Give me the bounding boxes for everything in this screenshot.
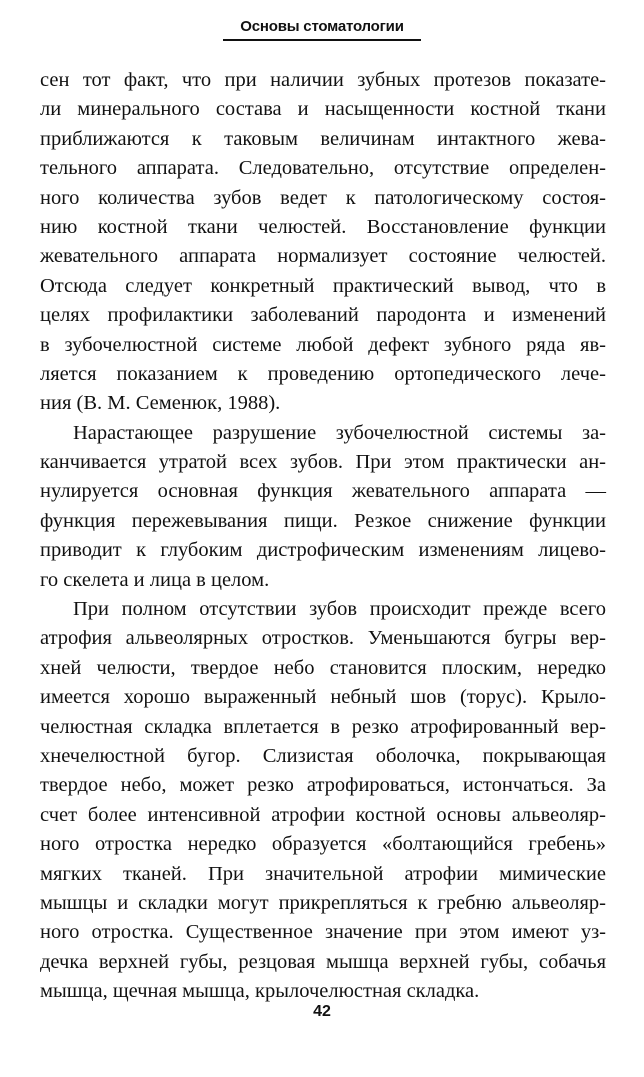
text-line: ного отростка нередко образуется «болтающийся гребень» [40, 833, 606, 856]
text-line: имеется хорошо выраженный небный шов (торус). Крыло- [40, 686, 606, 709]
text-line: го скелета и лица в целом. [40, 568, 270, 591]
text-line: сен тот факт, что при наличии зубных протезов показате- [40, 69, 606, 91]
text-line: в зубочелюстной системе любой дефект зубного ряда яв- [40, 333, 606, 356]
text-line: Отсюда следует конкретный практический вывод, что в [40, 274, 606, 297]
text-line: ли минерального состава и насыщенности костной ткани [40, 98, 606, 121]
text-line: функция пережевывания пищи. Резкое снижение функции [40, 509, 606, 532]
text-line: ния (В. М. Семенюк, 1988). [40, 392, 281, 415]
header-rule [223, 39, 421, 41]
text-line: мышцы и складки могут прикрепляться к гребню альвеоляр- [40, 891, 606, 914]
text-line: тельного аппарата. Следовательно, отсутствие определен- [40, 157, 606, 180]
text-line: целях профилактики заболеваний пародонта и изменений [40, 304, 606, 327]
page-number: 42 [313, 1003, 331, 1020]
text-line: приближаются к таковым величинам интактного жева- [40, 127, 606, 150]
text-line: ного количества зубов ведет к патологическому состоя- [40, 186, 606, 209]
text-line: счет более интенсивной атрофии костной основы альвеоляр- [40, 803, 606, 826]
text-line: нулируется основная функция жевательного аппарата — [40, 480, 606, 503]
running-header-title: Основы стоматологии [240, 18, 404, 35]
running-header [0, 18, 644, 37]
body-text [40, 66, 606, 1007]
text-line: При полном отсутствии зубов происходит прежде всего [73, 598, 606, 621]
text-line: атрофия альвеолярных отростков. Уменьшаются бугры вер- [40, 627, 606, 650]
text-line: челюстная складка вплетается в резко атрофированный вер- [40, 715, 606, 738]
text-line: хнечелюстной бугор. Слизистая оболочка, покрывающая [40, 744, 606, 767]
text-line: ного отростка. Существенное значение при этом имеют уз- [40, 921, 606, 944]
text-line: канчивается утратой всех зубов. При этом практически ан- [40, 451, 606, 474]
text-line: хней челюсти, твердое небо становится плоским, нередко [40, 656, 606, 679]
text-line: мышца, щечная мышца, крылочелюстная складка. [40, 980, 480, 1003]
text-line: твердое небо, может резко атрофироваться, истончаться. За [40, 774, 606, 797]
text-line: мягких тканей. При значительной атрофии мимические [40, 862, 606, 885]
text-line: жевательного аппарата нормализует состояние челюстей. [40, 245, 606, 268]
text-line: ляется показанием к проведению ортопедического лече- [40, 362, 606, 385]
text-line: приводит к глубоким дистрофическим изменениям лицево- [40, 539, 606, 562]
text-line: Нарастающее разрушение зубочелюстной системы за- [73, 421, 606, 444]
text-line: дечка верхней губы, резцовая мышца верхней губы, собачья [40, 950, 606, 973]
text-line: нию костной ткани челюстей. Восстановление функции [40, 215, 606, 238]
